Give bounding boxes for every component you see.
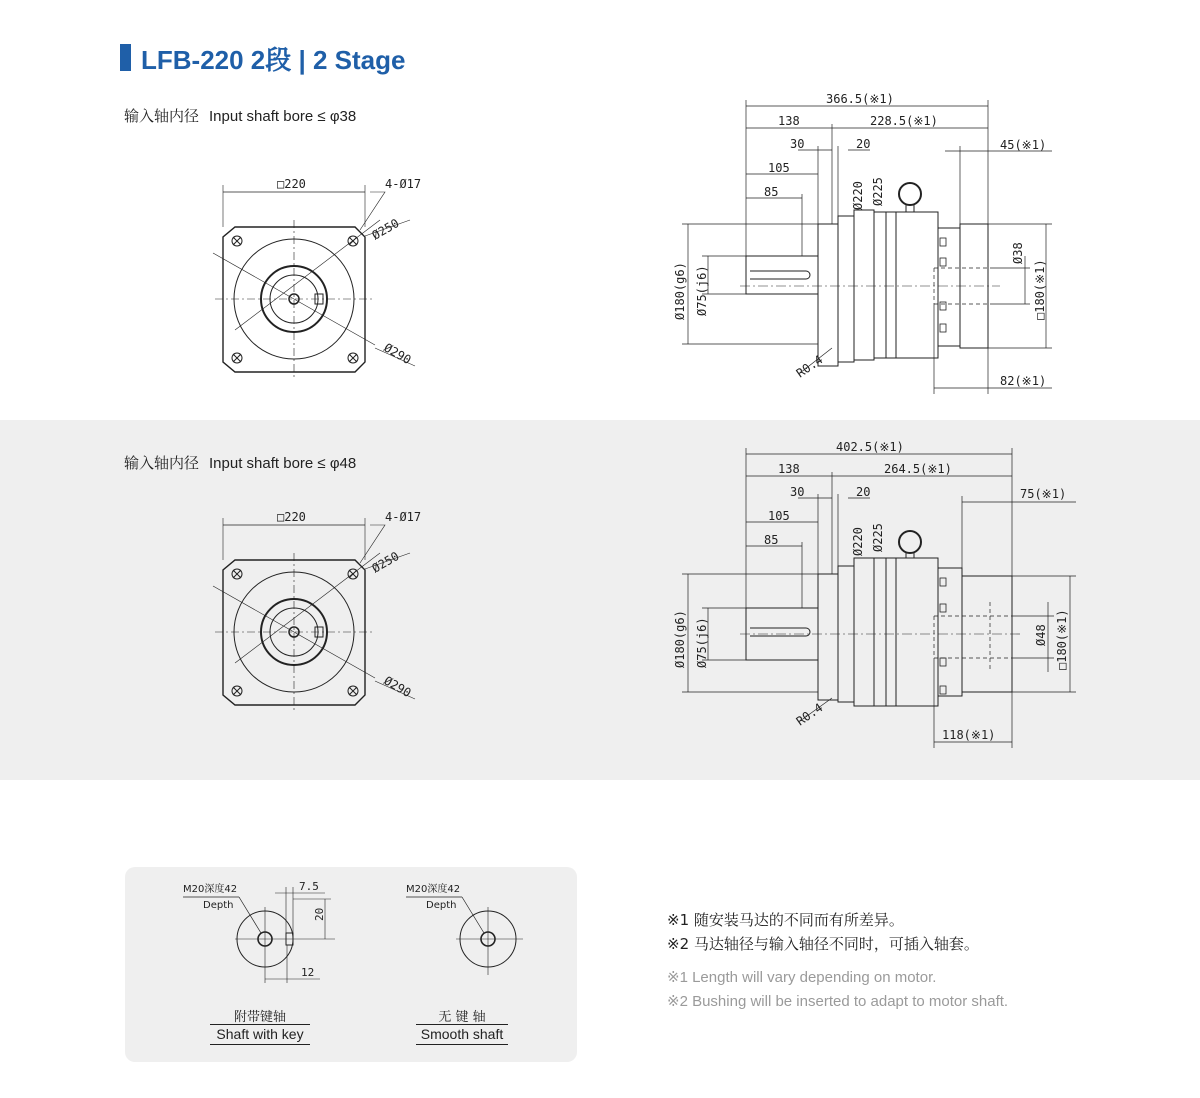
dim-sq180: □180(※1)	[1033, 259, 1047, 320]
bore-label-cn: 输入轴内径	[124, 107, 200, 125]
bore-label-en: Input shaft bore ≤ φ48	[209, 455, 357, 472]
bore-label-1	[124, 105, 356, 126]
dim-dia180: Ø180(g6)	[673, 610, 687, 668]
dim-bore: Ø38	[1011, 242, 1025, 264]
title-accent-bar	[120, 44, 131, 71]
dim-sq180: □180(※1)	[1055, 609, 1069, 670]
smooth-label-cn: 无 键 轴	[438, 1010, 486, 1025]
smooth-thread-label: M20深度42	[406, 884, 461, 895]
bore-label-2	[124, 452, 356, 473]
dim-square: □220	[277, 177, 306, 191]
dim-dia75: Ø75(j6)	[695, 265, 709, 316]
dim-105: 105	[768, 509, 790, 523]
dim-total: 366.5(※1)	[826, 92, 894, 106]
dim-bore: Ø48	[1034, 624, 1048, 646]
keyed-dim-key: 12	[301, 966, 315, 979]
keyed-dim-height: 20	[313, 907, 326, 921]
dim-105: 105	[768, 161, 790, 175]
smooth-shaft-drawing	[398, 877, 548, 987]
dim-outer: Ø290	[381, 673, 414, 701]
page-title: LFB-220 2段 | 2 Stage	[141, 45, 406, 75]
dim-radius: R0.4	[793, 700, 826, 729]
dim-left: 138	[778, 114, 800, 128]
smooth-underline-2	[416, 1044, 508, 1045]
dim-left: 138	[778, 462, 800, 476]
smooth-depth-label: Depth	[426, 900, 457, 911]
dim-rear: 45(※1)	[1000, 138, 1047, 152]
note-en-1: ※1 Length will vary depending on motor.	[667, 969, 937, 986]
keyed-depth-label: Depth	[203, 900, 234, 911]
dim-dia220: Ø220	[851, 181, 865, 210]
bore-label-cn: 输入轴内径	[124, 454, 200, 472]
dim-holes: 4-Ø17	[385, 177, 422, 191]
dim-dia225: Ø225	[871, 523, 885, 552]
keyed-underline-2	[210, 1044, 310, 1045]
keyed-label-cn: 附带键轴	[233, 1010, 286, 1025]
dim-bottom: 118(※1)	[942, 728, 996, 742]
dim-20: 20	[856, 485, 871, 499]
keyed-thread-label: M20深度42	[183, 884, 238, 895]
note-cn-1: ※1 随安装马达的不同而有所差异。	[667, 911, 904, 929]
dim-dia180: Ø180(g6)	[673, 262, 687, 320]
dim-85: 85	[764, 185, 779, 199]
dim-85: 85	[764, 533, 779, 547]
front-view-2	[195, 503, 435, 718]
dim-pcd: Ø250	[369, 549, 402, 576]
dim-pcd: Ø250	[369, 216, 402, 243]
keyed-shaft-drawing	[175, 877, 345, 987]
smooth-underline	[416, 1024, 508, 1025]
dim-square: □220	[277, 510, 306, 524]
dim-30: 30	[790, 485, 805, 499]
dim-right: 228.5(※1)	[870, 114, 938, 128]
dim-dia220: Ø220	[851, 527, 865, 556]
side-view-2	[660, 436, 1080, 756]
dim-dia75: Ø75(j6)	[695, 617, 709, 668]
dim-holes: 4-Ø17	[385, 510, 422, 524]
dim-right: 264.5(※1)	[884, 462, 952, 476]
dim-20: 20	[856, 137, 871, 151]
side-view-1	[660, 88, 1080, 408]
dim-bottom: 82(※1)	[1000, 374, 1047, 388]
dim-total: 402.5(※1)	[836, 440, 904, 454]
smooth-label-en: Smooth shaft	[420, 1026, 504, 1042]
dim-radius: R0.4	[793, 352, 826, 381]
dim-rear: 75(※1)	[1020, 487, 1067, 501]
keyed-dim-width: 7.5	[299, 880, 319, 893]
note-cn-2: ※2 马达轴径与输入轴径不同时，可插入轴套。	[667, 935, 979, 953]
dim-outer: Ø290	[381, 340, 414, 368]
dim-30: 30	[790, 137, 805, 151]
keyed-label-en: Shaft with key	[216, 1026, 304, 1042]
front-view-1	[195, 170, 435, 385]
dim-dia225: Ø225	[871, 177, 885, 206]
keyed-underline	[210, 1024, 310, 1025]
bore-label-en: Input shaft bore ≤ φ38	[209, 108, 357, 125]
note-en-2: ※2 Bushing will be inserted to adapt to motor shaft.	[667, 993, 1009, 1010]
